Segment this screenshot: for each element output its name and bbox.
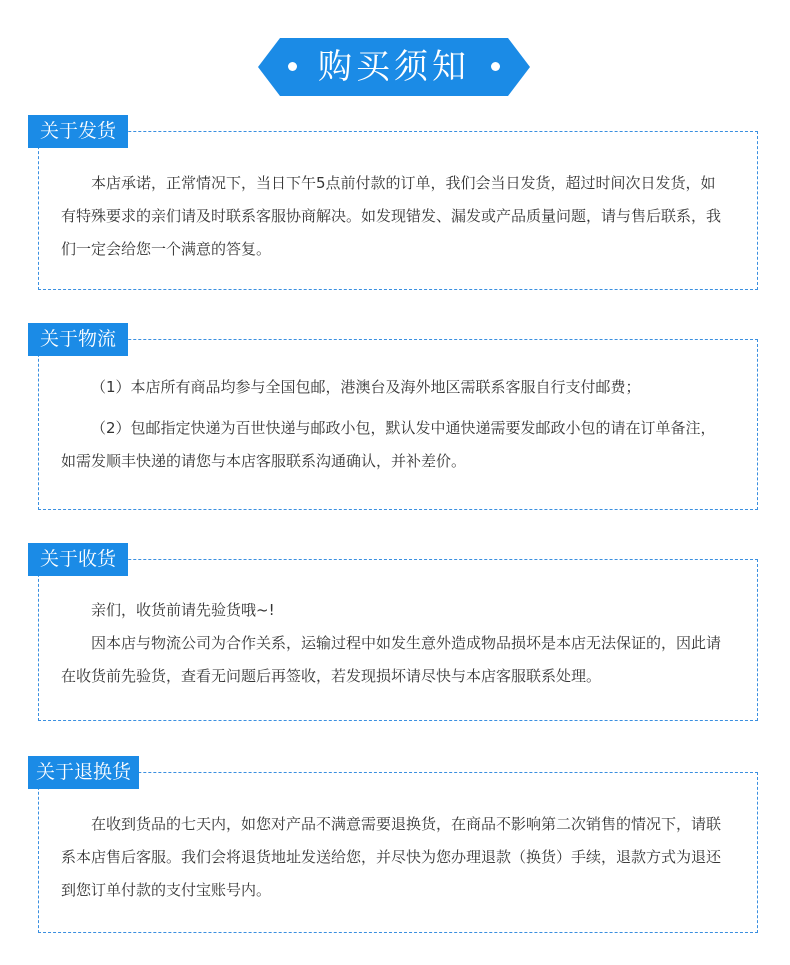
- paragraph: 亲们，收货前请先验货哦~!: [91, 601, 275, 619]
- section-text: [61, 371, 728, 478]
- paragraph: 因本店与物流公司为合作关系，运输过程中如发生意外造成物品损坏是本店无法保证的，因此请在收货前先验货，查看无问题后再签收，若发现损坏请尽快与本店客服联系处理。: [61, 634, 722, 685]
- section-tag: 关于退换货: [28, 756, 139, 789]
- section-tag: 关于发货: [28, 115, 128, 148]
- section-logistics: [28, 323, 758, 510]
- paragraph: 本店承诺，正常情况下，当日下午5点前付款的订单，我们会当日发货，超过时间次日发货，如有特殊要求的亲们请及时联系客服协商解决。如发现错发、漏发或产品质量问题，请与售后联系，我们一定会给您一个满意的答复。: [61, 174, 722, 258]
- section-text: [61, 808, 728, 907]
- paragraph: 在收到货品的七天内，如您对产品不满意需要退换货，在商品不影响第二次销售的情况下，请联系本店售后客服。我们会将退货地址发送给您，并尽快为您办理退款（换货）手续，退款方式为退还到您订单付款的支付宝账号内。: [61, 815, 722, 899]
- page-title: 购买须知: [318, 47, 470, 87]
- section-shipping: [28, 115, 758, 290]
- paragraph: （1）本店所有商品均参与全国包邮，港澳台及海外地区需联系客服自行支付邮费；: [91, 378, 641, 396]
- title-banner: [258, 38, 530, 96]
- section-tag: 关于物流: [28, 323, 128, 356]
- section-returns: [28, 756, 758, 933]
- section-receiving: [28, 543, 758, 721]
- section-text: [61, 594, 728, 693]
- section-text: [61, 167, 728, 266]
- section-tag: 关于收货: [28, 543, 128, 576]
- paragraph: （2）包邮指定快递为百世快递与邮政小包，默认发中通快递需要发邮政小包的请在订单备注，如需发顺丰快递的请您与本店客服联系沟通确认，并补差价。: [61, 419, 716, 470]
